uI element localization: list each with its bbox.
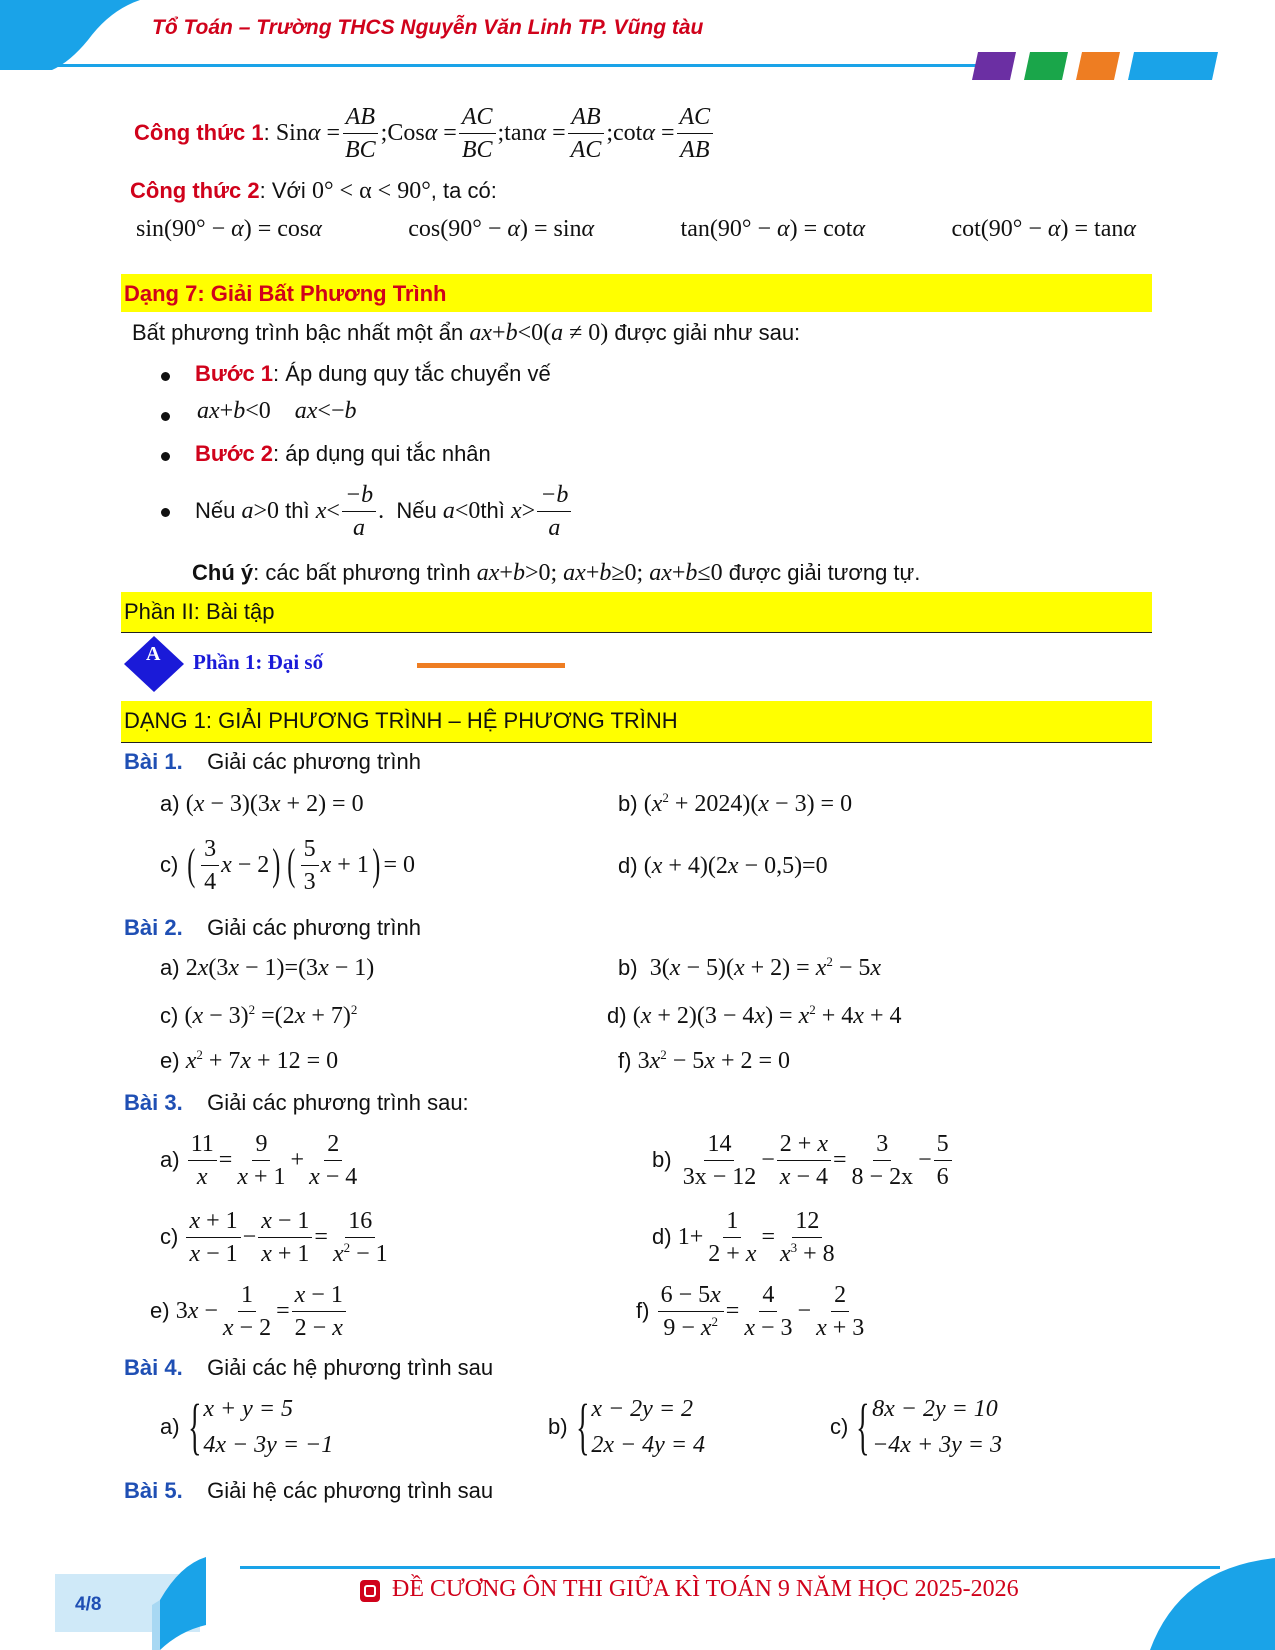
section-a-badge-letter: A [146, 643, 161, 665]
dang7-note: Chú ý: các bất phương trình ax+b>0; ax+b≥0; ax+b≤0 được giải tương tự. [192, 560, 921, 586]
p3-a: a) $\frac{11}{x}$ = $\frac{9}{x + 1}$ + $\frac{2}{x - 4}$ [160, 1130, 358, 1190]
p4-a: a) { x + y = 5 4x − 3y = −1 [160, 1393, 334, 1461]
header-rule [55, 64, 985, 67]
formula-2: Công thức 2: Với 0° < α < 90°, ta có: [130, 178, 497, 204]
p1-d: d) (x + 4)(2x − 0,5)=0 [618, 853, 828, 879]
p4-b: b) { x − 2y = 2 2x − 4y = 4 [548, 1393, 706, 1461]
footer-book-icon [360, 1580, 380, 1602]
p2-c: c) $(x - 3)^2 =(2x + 7)^2$ [160, 1002, 358, 1029]
step-1-formula: ax+b<0 ax<−b [197, 398, 357, 424]
header-color-blocks [972, 52, 1222, 87]
footer-book-decoration [150, 1555, 210, 1650]
p3-b: b) $\frac{14}{3x - 12}$ − $\frac{2 + x}{x - 4}$ = $\frac{3}{8 - 2x}$ − $\frac{5}{6}$ [652, 1123, 954, 1197]
footer-corner-decoration [1150, 1558, 1275, 1650]
bullet [161, 508, 170, 517]
p4-c: c) { 8x − 2y = 10 −4x + 3y = 3 [830, 1393, 1002, 1461]
problem-1: Bài 1. Giải các phương trình [124, 749, 421, 774]
step-1: Bước 1: Áp dung quy tắc chuyển vế [195, 361, 551, 386]
formula-1-label: Công thức 1 [134, 120, 264, 145]
p2-f: f) $3x^2 - 5x + 2 = 0$ [618, 1047, 791, 1074]
header-school: Tổ Toán – Trường THCS Nguyễn Văn Linh TP. Vũng tàu [152, 16, 704, 39]
p1-b: b) $(x^2 + 2024)(x - 3) = 0$ [618, 790, 853, 817]
formula-1: Công thức 1 : Sinα = $\frac{AB}{BC}$ ;Cosα = $\frac{AC}{BC}$ ;tanα = $\frac{AB}{AC}$ ;cotα = $\frac{AC}{AB}$ [134, 98, 715, 168]
p2-a: a) 2x(3x − 1)=(3x − 1) [160, 955, 375, 981]
p1-a: a) (x − 3)(3x + 2) = 0 [160, 791, 364, 817]
p3-c: c) $\frac{x + 1}{x - 1}$ − $\frac{x - 1}{x + 1}$ = $\frac{16}{x^2 - 1}$ [160, 1207, 388, 1267]
section-a-underline [417, 663, 565, 668]
p1-c: c) ( $\frac{3}{4}$ x − 2 ) ( $\frac{5}{3}$ x + 1 ) = 0 [160, 835, 416, 895]
p3-f: f) $\frac{6 - 5x}{9 - x^2}$ = $\frac{4}{x - 3}$ − $\frac{2}{x + 3}$ [636, 1281, 865, 1341]
p3-e: e) 3x − $\frac{1}{x - 2}$ = $\frac{x - 1}{2 - x}$ [150, 1274, 348, 1348]
header-corner-decoration [0, 0, 140, 70]
dang7-intro: Bất phương trình bậc nhất một ẩn ax+b<0(a ≠ 0) được giải như sau: [132, 320, 801, 346]
dang1-title: DẠNG 1: GIẢI PHƯƠNG TRÌNH – HỆ PHƯƠNG TRÌNH [124, 708, 678, 733]
footer-rule [240, 1566, 1220, 1569]
bullet [161, 452, 170, 461]
dang7-title: Dạng 7: Giải Bất Phương Trình [124, 281, 447, 306]
footer-title: ĐỀ CƯƠNG ÔN THI GIỮA KÌ TOÁN 9 NĂM HỌC 2025-2026 [392, 1576, 1019, 1602]
p2-e: e) $x^2 + 7x + 12 = 0$ [160, 1047, 339, 1074]
step-2-rule: Nếu a >0 thì x < $\frac{-b}{a}$ . Nếu a <0 thì x > $\frac{-b}{a}$ [195, 476, 573, 546]
formula-2-label: Công thức 2 [130, 178, 260, 203]
formula-2-identities: sin(90° − α) = cosα cos(90° − α) = sinα tan(90° − α) = cotα cot(90° − α) = tanα [136, 216, 1136, 242]
problem-5: Bài 5. Giải hệ các phương trình sau [124, 1478, 494, 1503]
part2-band [121, 592, 1152, 633]
step-2: Bước 2: áp dụng qui tắc nhân [195, 441, 491, 466]
problem-3: Bài 3. Giải các phương trình sau: [124, 1090, 469, 1115]
p2-b: b) $3(x - 5)(x + 2) = x^2 - 5x$ [618, 954, 882, 981]
p3-d: d) 1+ $\frac{1}{2 + x}$ = $\frac{12}{x^3 + 8}$ [652, 1207, 835, 1267]
section-a-title: Phần 1: Đại số [193, 650, 324, 674]
problem-4: Bài 4. Giải các hệ phương trình sau [124, 1355, 494, 1380]
problem-2: Bài 2. Giải các phương trình [124, 915, 421, 940]
part2-title: Phần II: Bài tập [124, 599, 275, 624]
p2-d: d) $(x + 2)(3 - 4x) = x^2 + 4x + 4$ [607, 1002, 902, 1029]
bullet [161, 372, 170, 381]
footer-page-number: 4/8 [75, 1594, 102, 1615]
bullet [161, 412, 170, 421]
